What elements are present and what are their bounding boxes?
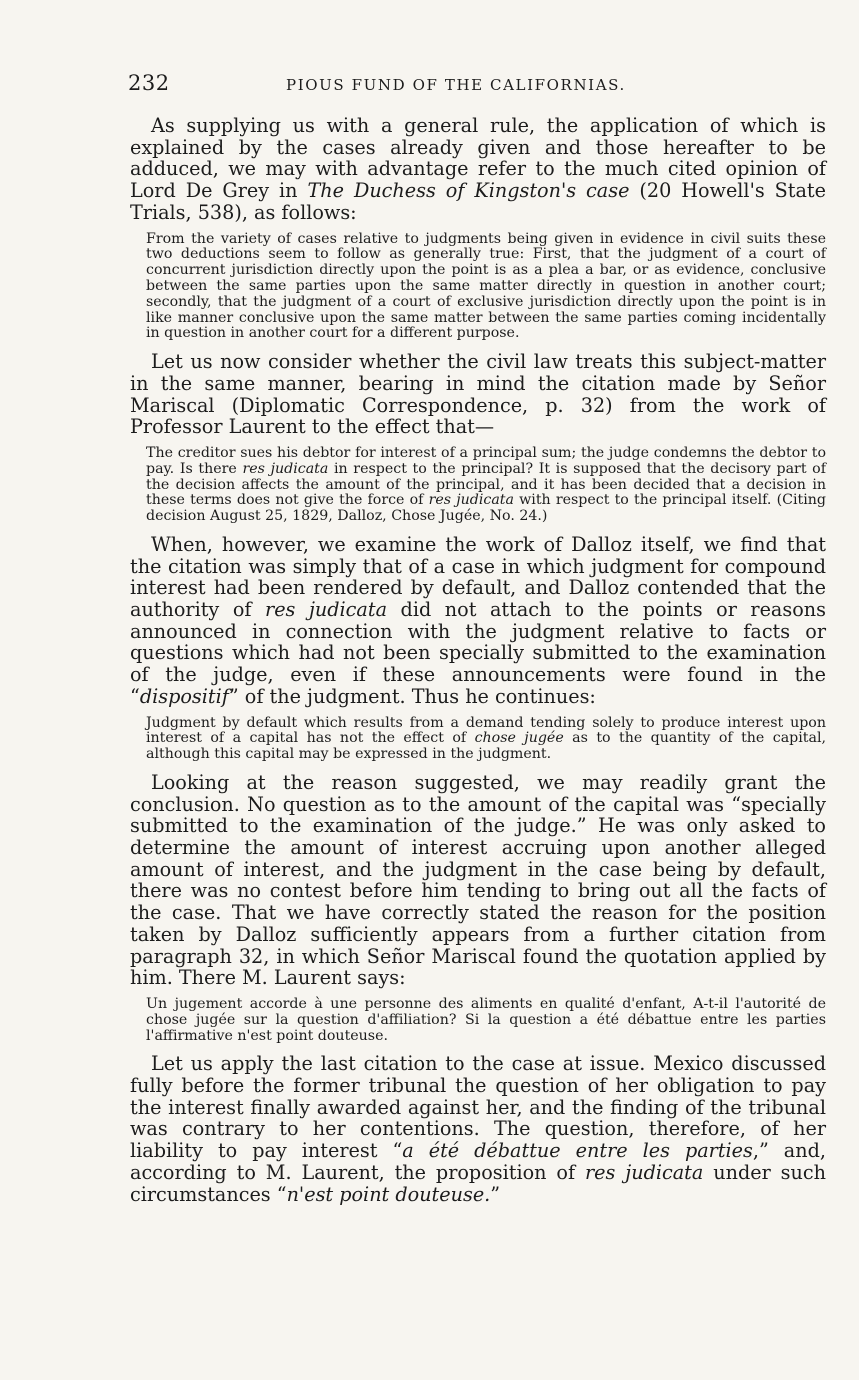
paragraph-duchess-of-kingston: As supplying us with a general rule, the application of which is explained by the cases already given and those hereafter to be adduced, we may with advantage refer to the much cited opinion of Lord De Grey in The Duchess of Kingston's case (20 Howell's State Trials, 538), as follows:: [130, 114, 827, 224]
page-header: [128, 71, 828, 103]
running-head: PIOUS FUND OF THE CALIFORNIAS.: [286, 76, 626, 94]
block-quote-dalloz: Judgment by default which results from a demand tending solely to produce interest upon interest of a capital has not the effect of chose jugée as to the quantity of the capital, although this capital may be expressed in the judgment.: [146, 714, 826, 763]
block-quote-lord-de-grey: From the variety of cases relative to judgments being given in evidence in civil suits these two deductions seem to follow as generally true: First, that the judgment of a court of concurrent jurisdiction directly upon the point is as a plea a bar, or as evidence, conclusive between the same parties upon the same matter directly in question in another court; secondly, that the judgment of a court of exclusive jurisdiction directly upon the point is in like manner conclusive upon the same matter between the same parties coming incidentally in question in another court for a different purpose.: [146, 230, 826, 342]
page-body: [130, 115, 826, 1205]
paragraph-civil-law: Let us now consider whether the civil law treats this subject-matter in the same manner, bearing in mind the citation made by Señor Mariscal (Diplomatic Correspondence, p. 32) from the work of Professor Laurent to the effect that—: [130, 350, 826, 439]
block-quote-laurent: The creditor sues his debtor for interest of a principal sum; the judge condemns the debtor to pay. Is there res judicata in respect to the principal? It is supposed that the decisory part of the decision affects the amount of the principal, and it has been decided that a decision in these terms does not give the force of res judicata with respect to the principal itself. (Citing decision August 25, 1829, Dalloz, Chose Jugée, No. 24.): [146, 444, 826, 525]
page-number: 232: [128, 71, 170, 95]
paragraph-reason-suggested: Looking at the reason suggested, we may readily grant the conclusion. No question as to the amount of the capital was “specially submitted to the examination of the judge.” He was only asked to determine the amount of interest accruing upon another alleged amount of interest, and the judgment in the case being by default, there was no contest before him tending to bring out all the facts of the case. That we have correctly stated the reason for the position taken by Dalloz sufficiently appears from a further citation from paragraph 32, in which Señor Mariscal found the quotation applied by him. There M. Laurent says:: [130, 770, 826, 990]
paragraph-dalloz: When, however, we examine the work of Dalloz itself, we find that the citation was simply that of a case in which judgment for compound interest had been rendered by default, and Dalloz contended that the authority of res judicata did not attach to the points or reasons announced in connection with the judgment relative to facts or questions which had not been specially submitted to the examination of the judge, even if these announcements were found in the “dispositif” of the judgment. Thus he continues:: [130, 532, 826, 708]
paragraph-apply-citation: Let us apply the last citation to the case at issue. Mexico discussed fully before the former tribunal the question of her obligation to pay the interest finally awarded against her, and the finding of the tribunal was contrary to her contentions. The question, therefore, of her liability to pay interest “a été débattue entre les parties,” and, according to M. Laurent, the proposition of res judicata under such circumstances “n'est point douteuse.”: [130, 1052, 826, 1206]
block-quote-french: Un jugement accorde à une personne des aliments en qualité d'enfant, A-t-il l'autorité de chose jugée sur la question d'affiliation? Si la question a été débattue entre les parties l'affirmative n'est point douteuse.: [146, 995, 826, 1044]
